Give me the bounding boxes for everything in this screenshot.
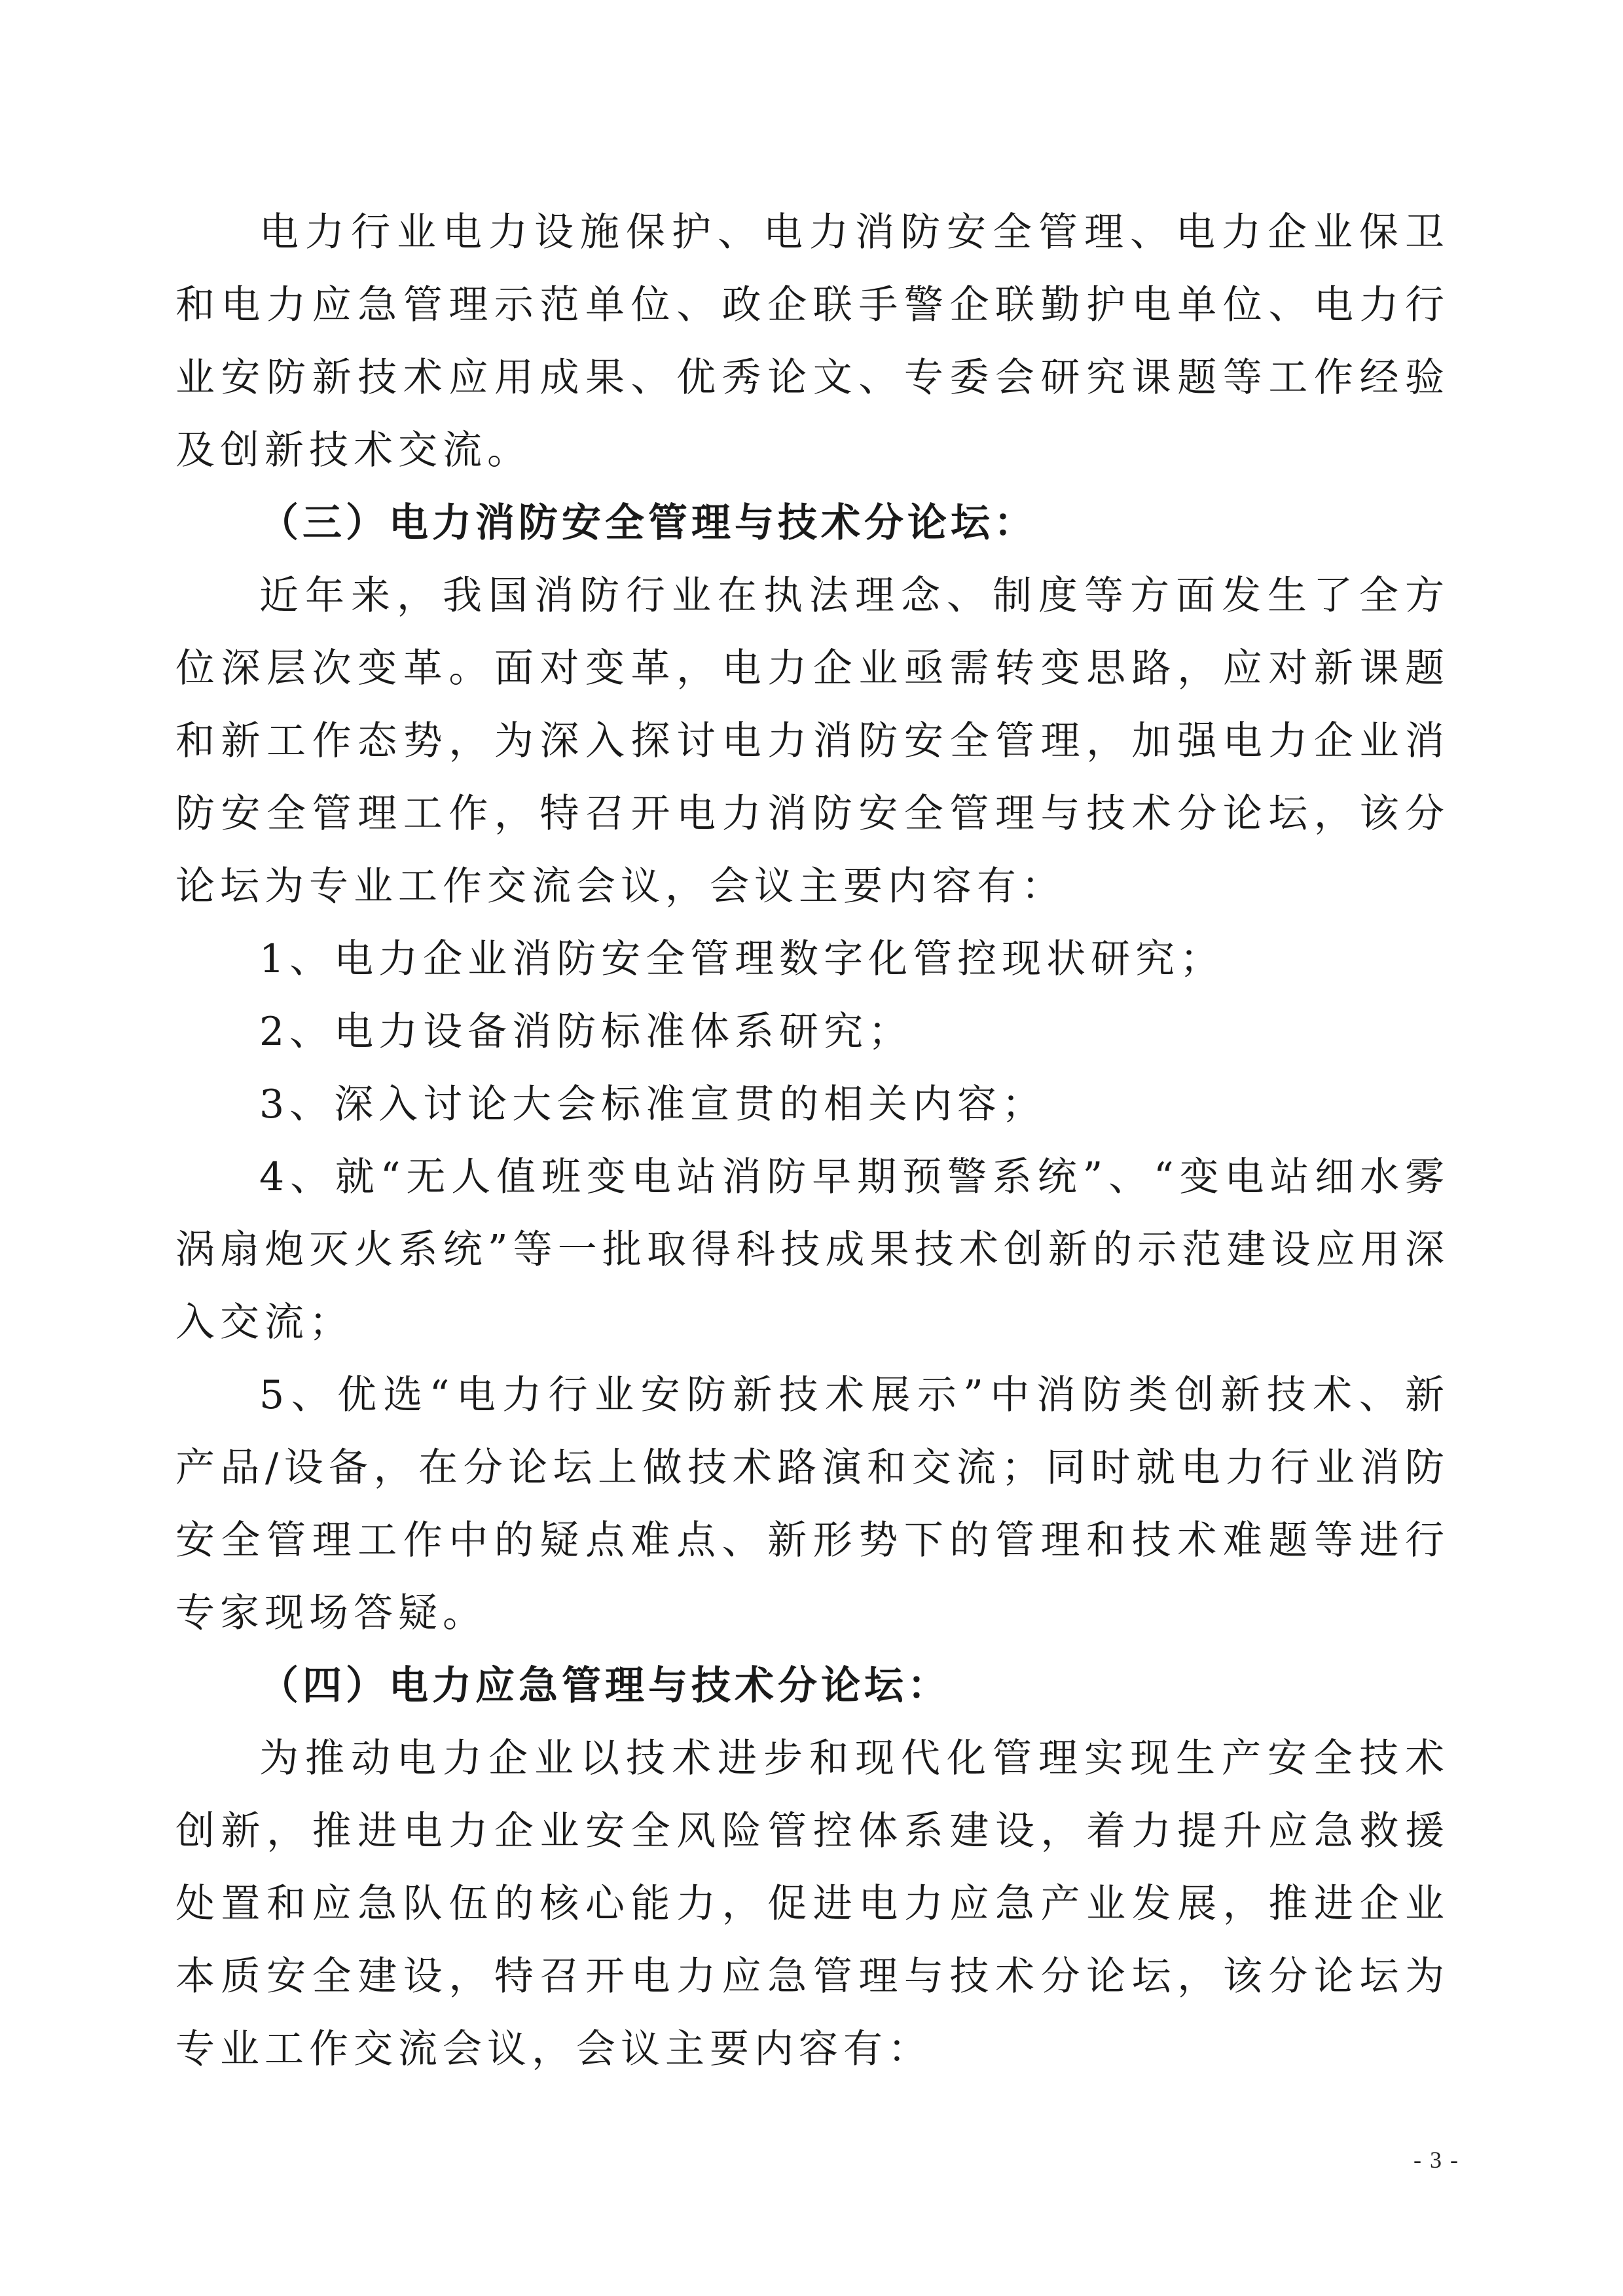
section-3-heading: （三）电力消防安全管理与技术分论坛： xyxy=(259,500,1037,546)
intro-paragraph: 电力行业电力设施保护、电力消防安全管理、电力企业保卫和电力应急管理示范单位、政企联手警企联勤护电单位、电力行业安防新技术应用成果、优秀论文、专委会研究课题等工作经验及创新技术交流。 xyxy=(175,210,1450,473)
list-item-4: 4、就“无人值班变电站消防早期预警系统”、“变电站细水雾涡扇炮灭火系统”等一批取得科技成果技术创新的示范建设应用深入交流； xyxy=(175,1154,1450,1345)
list-item-1: 1、电力企业消防安全管理数字化管控现状研究； xyxy=(259,936,1225,982)
section-3-body: 近年来，我国消防行业在执法理念、制度等方面发生了全方位深层次变革。面对变革，电力企业亟需转变思路，应对新课题和新工作态势，为深入探讨电力消防安全管理，加强电力企业消防安全管理工作，特召开电力消防安全管理与技术分论坛，该分论坛为专业工作交流会议，会议主要内容有： xyxy=(175,573,1450,909)
document-page xyxy=(175,196,1450,2086)
page-number: - 3 - xyxy=(1413,2147,1459,2173)
section-4-heading: （四）电力应急管理与技术分论坛： xyxy=(259,1663,951,1709)
list-item-2: 2、电力设备消防标准体系研究； xyxy=(259,1009,913,1055)
list-item-3: 3、深入讨论大会标准宣贯的相关内容； xyxy=(259,1082,1047,1127)
list-item-5: 5、优选“电力行业安防新技术展示”中消防类创新技术、新产品/设备，在分论坛上做技术路演和交流；同时就电力行业消防安全管理工作中的疑点难点、新形势下的管理和技术难题等进行专家现场答疑。 xyxy=(175,1372,1450,1636)
section-4-body: 为推动电力企业以技术进步和现代化管理实现生产安全技术创新，推进电力企业安全风险管控体系建设，着力提升应急救援处置和应急队伍的核心能力，促进电力应急产业发展，推进企业本质安全建设，特召开电力应急管理与技术分论坛，该分论坛为专业工作交流会议，会议主要内容有： xyxy=(175,1736,1450,2072)
